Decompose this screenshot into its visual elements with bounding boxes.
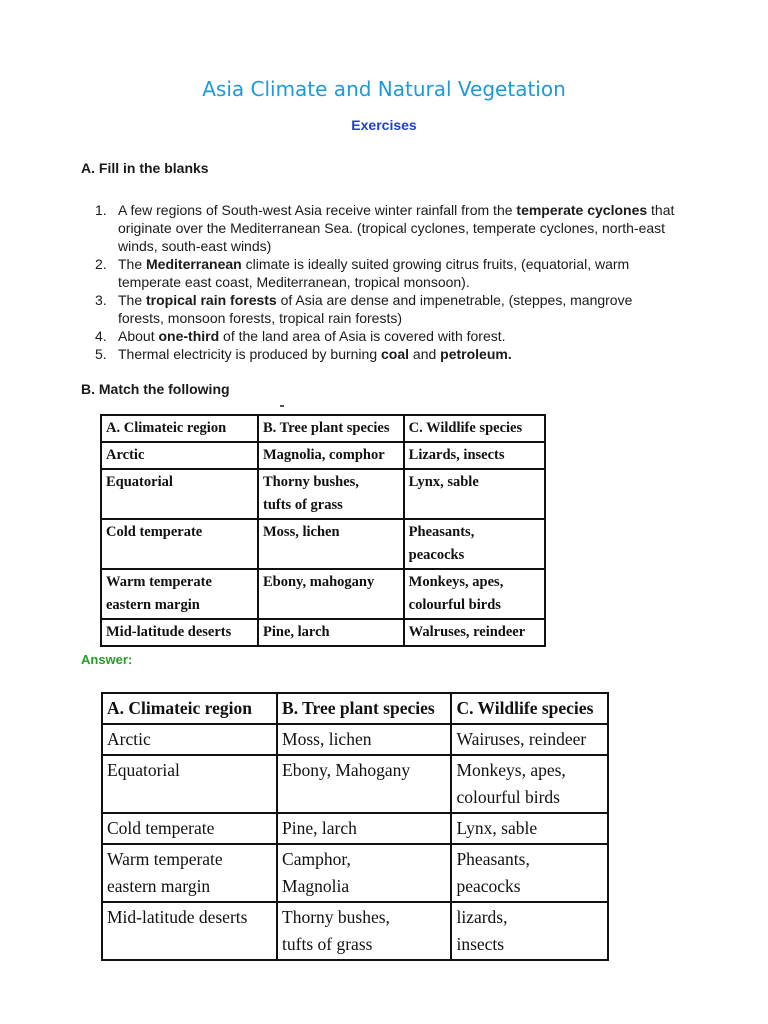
match-cell: Arctic (101, 442, 258, 469)
item-number: 1. (95, 202, 107, 218)
match-cell: Magnolia, comphor (258, 442, 404, 469)
section-a-heading: A. Fill in the blanks (81, 160, 209, 176)
answer-row (102, 844, 608, 902)
item-text: The (118, 292, 147, 308)
item-text: of the land area of Asia is covered with forest. (219, 328, 506, 344)
answer-table (101, 692, 609, 961)
scan-mark (280, 405, 284, 407)
match-cell: Moss, lichen (258, 519, 404, 569)
answer-cell: Ebony, Mahogany (277, 755, 451, 813)
answer-text: one-third (158, 328, 220, 344)
item-number: 5. (95, 346, 107, 362)
blank-item (81, 201, 681, 255)
match-row (101, 442, 545, 469)
answer-cell: Pheasants, peacocks (451, 844, 608, 902)
item-text: and (409, 346, 441, 362)
item-number: 4. (95, 328, 107, 344)
answer-text: coal (381, 346, 410, 362)
answer-label: Answer: (81, 652, 133, 667)
blank-item (81, 255, 681, 291)
item-text: that originate over the Mediterranean Sea. (tropical cyclones, temperate cyclones, north-east winds, south-east winds) (118, 202, 675, 254)
match-row (101, 519, 545, 569)
answer-cell: Wairuses, reindeer (451, 724, 608, 755)
match-cell: Thorny bushes, tufts of grass (258, 469, 404, 519)
answer-cell: Mid-latitude deserts (102, 902, 277, 960)
match-row (101, 619, 545, 646)
item-text: A few regions of South-west Asia receive winter rainfall from the (118, 202, 517, 218)
match-cell: Walruses, reindeer (404, 619, 545, 646)
answer-cell: Monkeys, apes, colourful birds (451, 755, 608, 813)
answer-header-cell: C. Wildlife species (451, 693, 608, 724)
answer-text: temperate cyclones (516, 202, 648, 218)
item-number: 2. (95, 256, 107, 272)
match-cell: Lizards, insects (404, 442, 545, 469)
match-cell: Monkeys, apes, colourful birds (404, 569, 545, 619)
answer-cell: lizards, insects (451, 902, 608, 960)
match-header-row (101, 415, 545, 442)
match-row (101, 469, 545, 519)
blank-item (81, 345, 681, 363)
blank-item (81, 327, 681, 345)
answer-text: Mediterranean (146, 256, 242, 272)
blank-item (81, 291, 681, 327)
answer-header-cell: A. Climateic region (102, 693, 277, 724)
match-cell: Ebony, mahogany (258, 569, 404, 619)
answer-cell: Lynx, sable (451, 813, 608, 844)
answer-cell: Equatorial (102, 755, 277, 813)
answer-cell: Cold temperate (102, 813, 277, 844)
match-row (101, 569, 545, 619)
page-subtitle: Exercises (351, 117, 417, 133)
answer-row (102, 755, 608, 813)
item-text: climate is ideally suited growing citrus fruits, (equatorial, warm temperate east coast, Mediterranean, tropical monsoon). (118, 256, 630, 290)
answer-text: tropical rain forests (146, 292, 277, 308)
answer-row (102, 813, 608, 844)
match-cell: Equatorial (101, 469, 258, 519)
item-text: About (118, 328, 159, 344)
answer-header-row (102, 693, 608, 724)
answer-text: petroleum. (440, 346, 512, 362)
item-number: 3. (95, 292, 107, 308)
match-cell: Lynx, sable (404, 469, 545, 519)
answer-cell: Arctic (102, 724, 277, 755)
match-cell: Warm temperate eastern margin (101, 569, 258, 619)
answer-cell: Pine, larch (277, 813, 451, 844)
answer-header-cell: B. Tree plant species (277, 693, 451, 724)
match-cell: Pine, larch (258, 619, 404, 646)
answer-cell: Thorny bushes, tufts of grass (277, 902, 451, 960)
section-b-heading: B. Match the following (81, 381, 230, 397)
fill-in-blanks-list (81, 201, 681, 363)
answer-cell: Camphor, Magnolia (277, 844, 451, 902)
match-header-cell: C. Wildlife species (404, 415, 545, 442)
match-header-cell: B. Tree plant species (258, 415, 404, 442)
match-table (100, 414, 546, 647)
match-cell: Pheasants, peacocks (404, 519, 545, 569)
item-text: of Asia are dense and impenetrable, (steppes, mangrove forests, monsoon forests, tropical rain forests) (118, 292, 633, 326)
match-cell: Cold temperate (101, 519, 258, 569)
match-header-cell: A. Climateic region (101, 415, 258, 442)
item-text: The (118, 256, 147, 272)
page-title: Asia Climate and Natural Vegetation (202, 77, 566, 101)
answer-cell: Warm temperate eastern margin (102, 844, 277, 902)
item-text: Thermal electricity is produced by burning (118, 346, 382, 362)
answer-row (102, 724, 608, 755)
answer-row (102, 902, 608, 960)
match-cell: Mid-latitude deserts (101, 619, 258, 646)
answer-cell: Moss, lichen (277, 724, 451, 755)
